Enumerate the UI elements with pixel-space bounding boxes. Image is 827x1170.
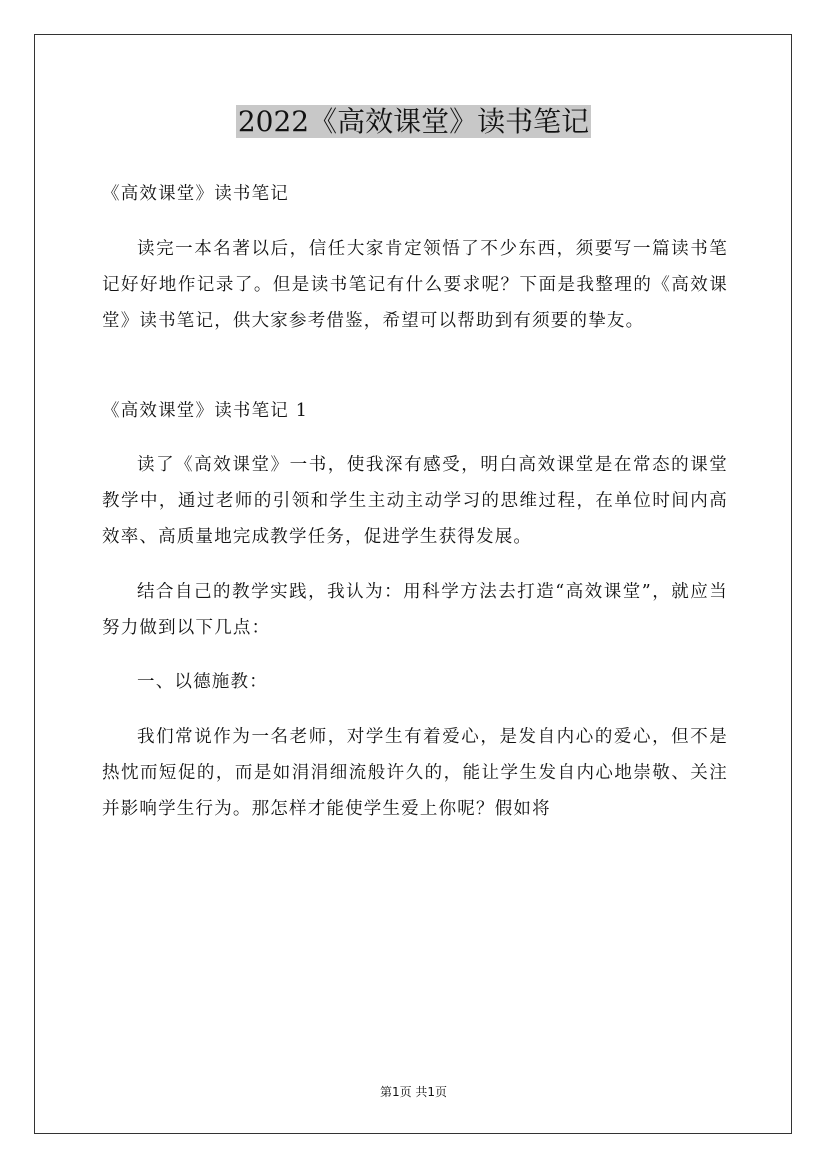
document-title-text: 2022《高效课堂》读书笔记 (237, 105, 590, 138)
body-paragraph: 结合自己的教学实践，我认为：用科学方法去打造“高效课堂”，就应当努力做到以下几点： (102, 581, 728, 638)
page-footer: 第1页 共1页 (379, 1085, 448, 1099)
body-paragraph: 我们常说作为一名老师，对学生有着爱心，是发自内心的爱心，但不是热忱而短促的，而是如涓涓细流般许久的，能让学生发自内心地崇敬、关注并影响学生行为。那怎样才能使学生爱上你呢？假如将 (102, 726, 728, 819)
subsection-heading: 《高效课堂》读书笔记 1 (102, 400, 309, 421)
point-heading: 一、以德施教： (137, 672, 268, 692)
intro-paragraph: 读完一本名著以后，信任大家肯定领悟了不少东西，须要写一篇读书笔记好好地作记录了。但是读书笔记有什么要求呢？下面是我整理的《高效课堂》读书笔记，供大家参考借鉴，希望可以帮助到有须要的挚友。 (102, 238, 728, 331)
body-paragraph: 读了《高效课堂》一书，使我深有感受，明白高效课堂是在常态的课堂教学中，通过老师的引领和学生主动主动学习的思维过程，在单位时间内高效率、高质量地完成教学任务，促进学生获得发展。 (102, 455, 728, 547)
section-heading: 《高效课堂》读书笔记 (102, 184, 289, 204)
document-body (102, 176, 728, 845)
document-title (0, 100, 827, 144)
